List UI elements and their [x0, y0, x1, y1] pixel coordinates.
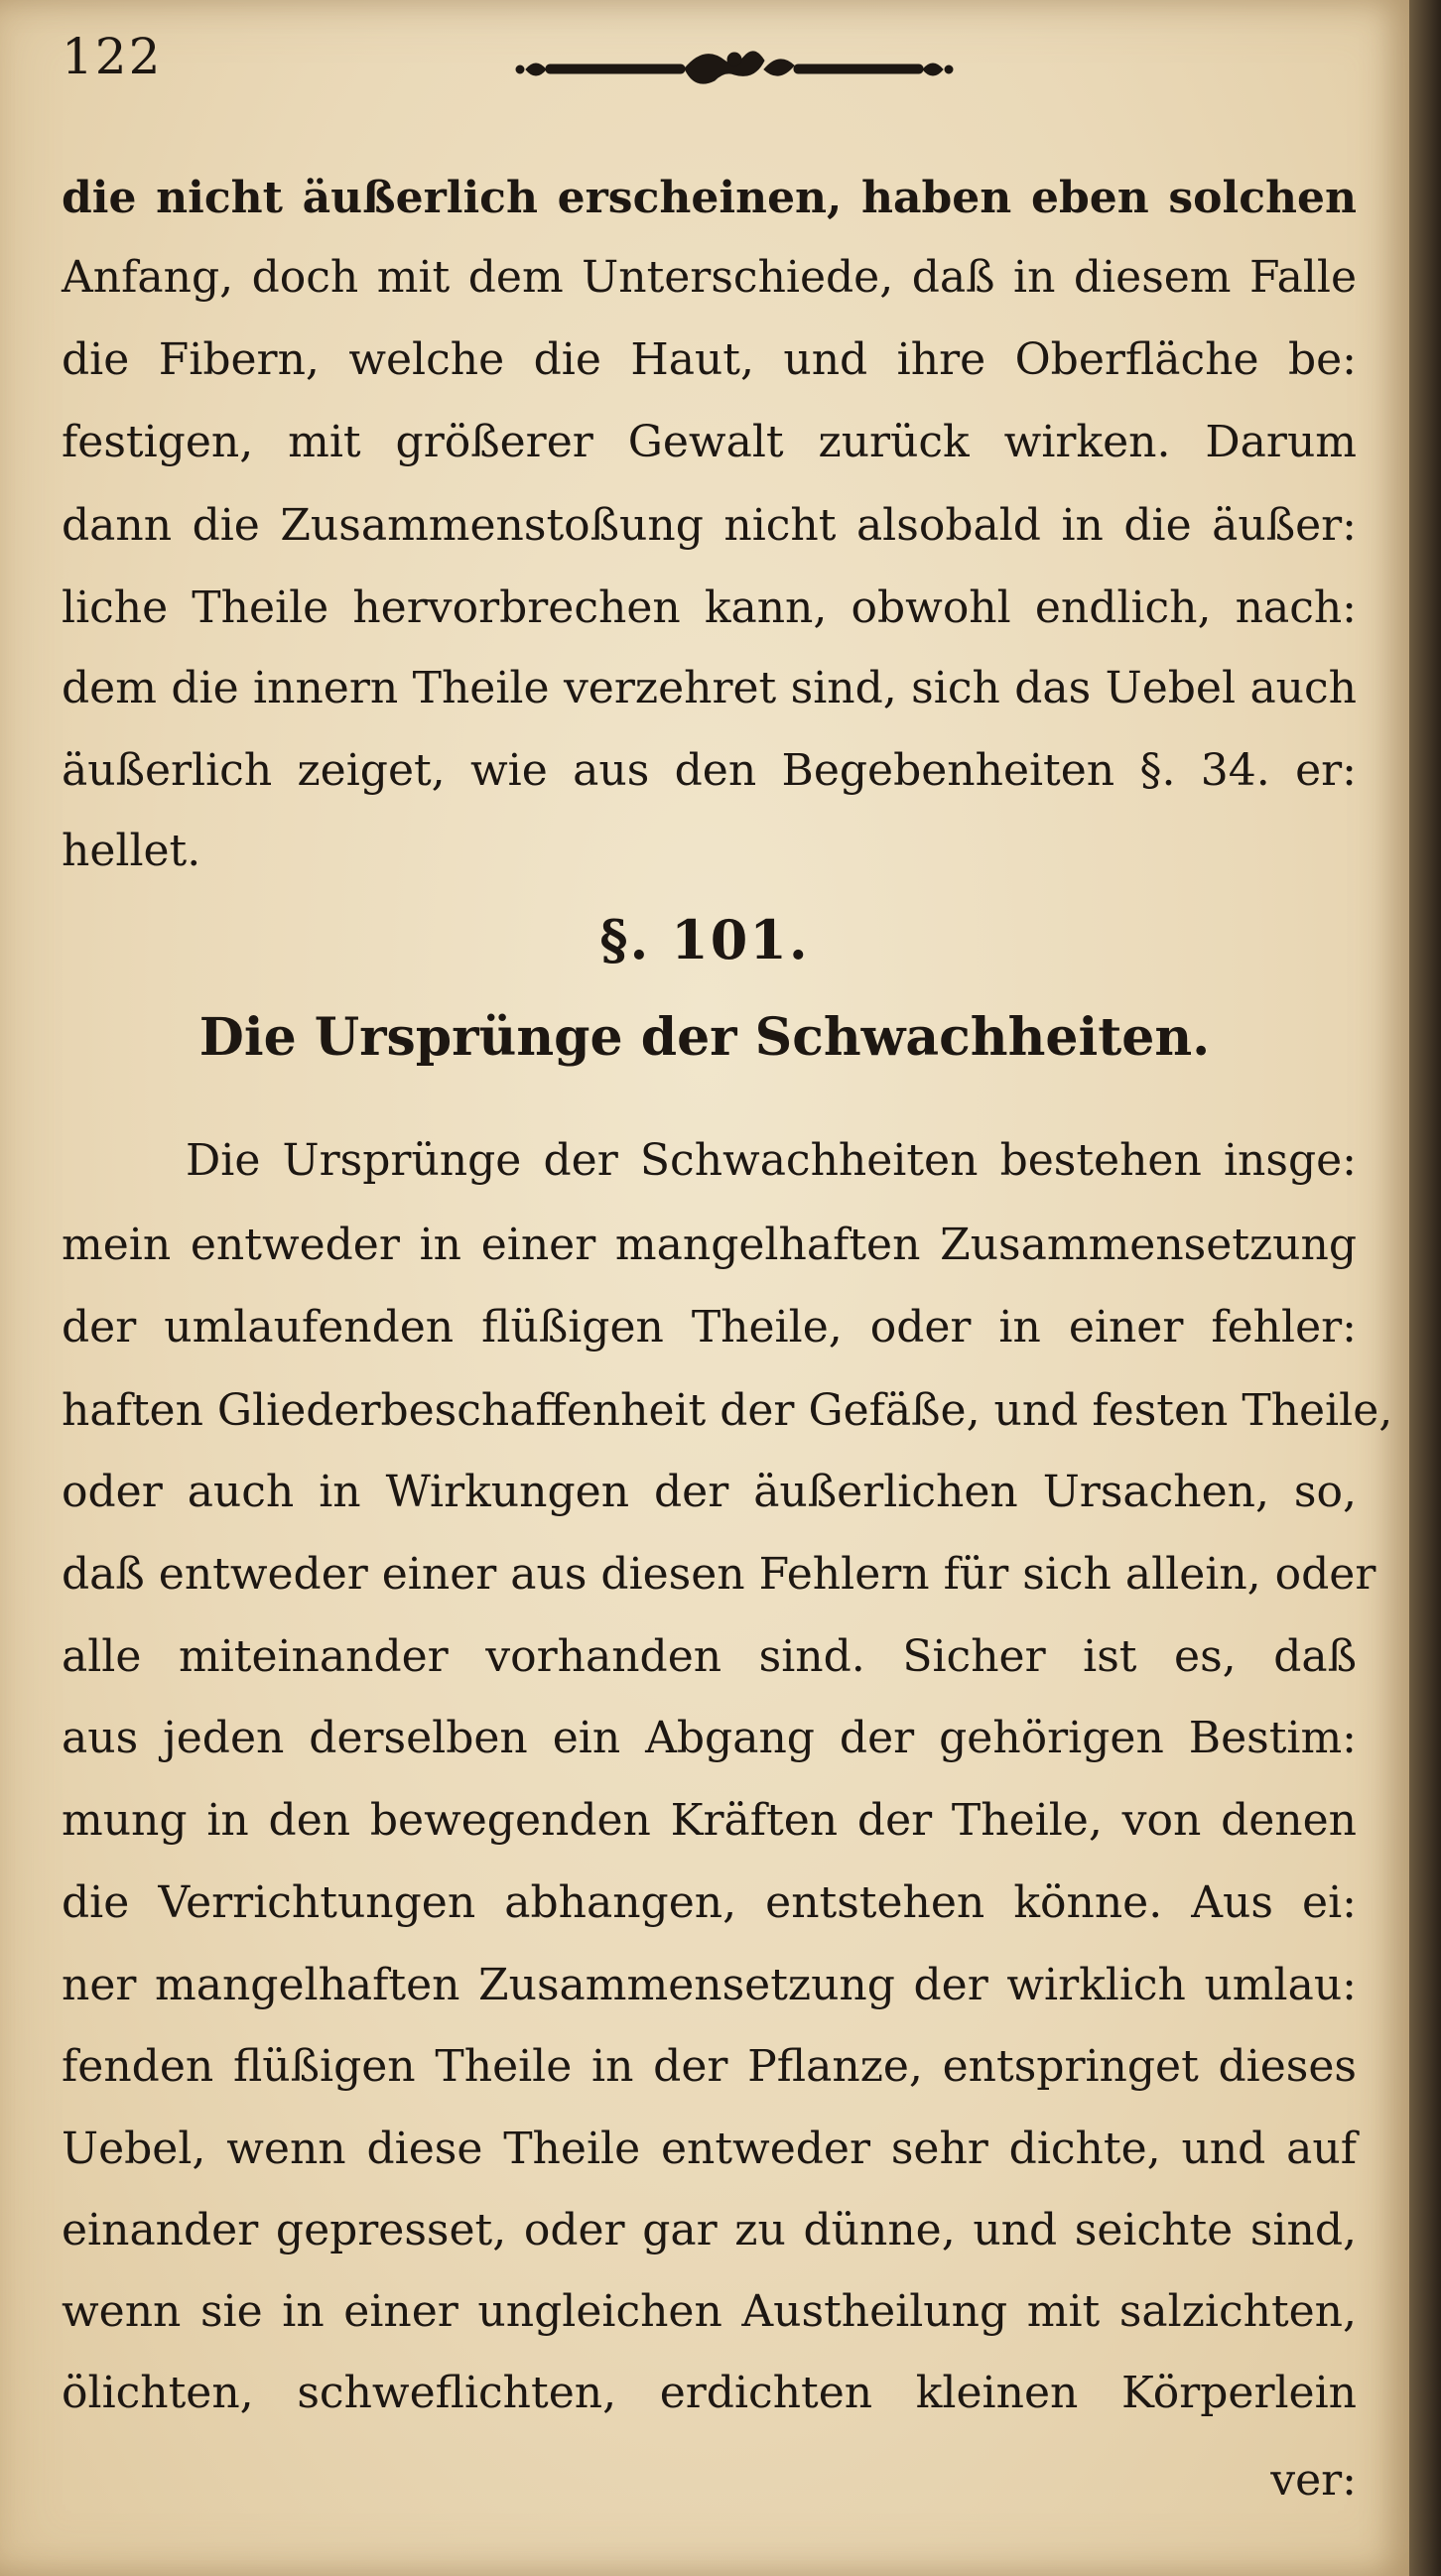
section-number: §. 101. — [599, 908, 810, 971]
catchword: ver: — [1270, 2455, 1357, 2506]
text-line: die nicht äußerlich erscheinen, haben eben solchen — [62, 173, 1357, 223]
text-line: daß entweder einer aus diesen Fehlern für sich allein, oder — [62, 1549, 1376, 1600]
text-line: ölichten, schweflichten, erdichten kleinen Körperlein — [62, 2368, 1357, 2418]
text-line: wenn sie in einer ungleichen Austheilung mit salzichten, — [62, 2286, 1357, 2337]
text-line: dann die Zusammenstoßung nicht alsobald in die äußer: — [62, 500, 1357, 551]
text-line: Die Ursprünge der Schwachheiten bestehen insge: — [186, 1135, 1357, 1186]
text-line: ner mangelhaften Zusammensetzung der wirklich umlau: — [62, 1960, 1357, 2010]
text-line: die Fibern, welche die Haut, und ihre Oberfläche be: — [62, 334, 1357, 385]
text-line: oder auch in Wirkungen der äußerlichen Ursachen, so, — [62, 1467, 1357, 1517]
text-line: die Verrichtungen abhangen, entstehen könne. Aus ei: — [62, 1877, 1357, 1928]
text-line: haften Gliederbeschaffenheit der Gefäße, und festen Theile, — [62, 1385, 1393, 1436]
page-number: 122 — [62, 28, 163, 85]
section-heading: Die Ursprünge der Schwachheiten. — [198, 1007, 1211, 1068]
text-line: einander gepresset, oder gar zu dünne, und seichte sind, — [62, 2205, 1357, 2255]
text-line: Anfang, doch mit dem Unterschiede, daß in diesem Falle — [62, 252, 1357, 303]
text-line: Uebel, wenn diese Theile entweder sehr dichte, und auf — [62, 2124, 1357, 2174]
text-line: der umlaufenden flüßigen Theile, oder in einer fehler: — [62, 1302, 1357, 1352]
text-line: alle miteinander vorhanden sind. Sicher ist es, daß — [62, 1631, 1357, 1682]
text-line: liche Theile hervorbrechen kann, obwohl endlich, nach: — [62, 582, 1357, 633]
text-line: festigen, mit größerer Gewalt zurück wirken. Darum — [62, 417, 1357, 467]
text-line: aus jeden derselben ein Abgang der gehörigen Bestim: — [62, 1713, 1357, 1763]
text-line: mung in den bewegenden Kräften der Theile, von denen — [62, 1795, 1357, 1846]
text-line: hellet. — [62, 826, 201, 876]
text-line: äußerlich zeiget, wie aus den Begebenheiten §. 34. er: — [62, 745, 1357, 796]
text-line: fenden flüßigen Theile in der Pflanze, entspringet dieses — [62, 2041, 1357, 2092]
decorative-flourish-icon — [506, 40, 963, 99]
text-line: dem die innern Theile verzehret sind, sich das Uebel auch — [62, 663, 1357, 713]
text-line: mein entweder in einer mangelhaften Zusammensetzung — [62, 1220, 1357, 1270]
book-spine-shadow — [1409, 0, 1441, 2576]
